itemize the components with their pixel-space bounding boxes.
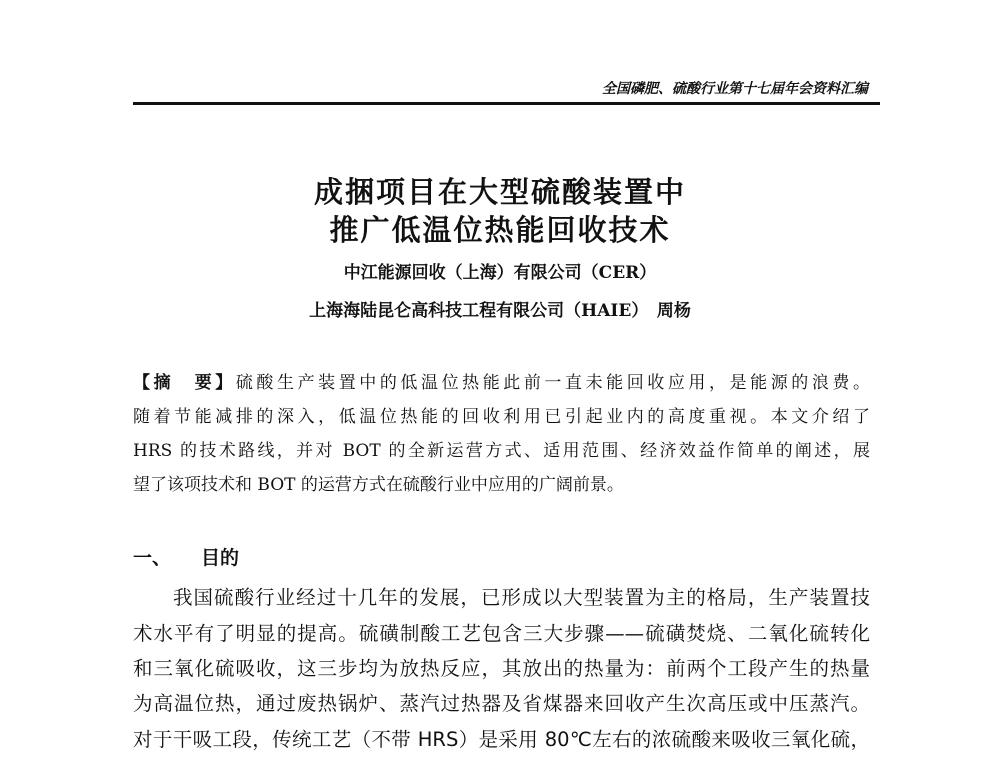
abstract-text: 硫酸生产装置中的低温位热能此前一直未能回收应用，是能源的浪费。 [235, 373, 871, 393]
section-title: 目的 [201, 547, 240, 569]
running-header: 全国磷肥、硫酸行业第十七届年会资料汇编 [602, 81, 868, 97]
title-line-2: 推广低温位热能回收技术 [329, 213, 671, 247]
body-line: 对于干吸工段，传统工艺（不带 HRS）是采用 80℃左右的浓硫酸来吸收三氧化硫， [133, 728, 870, 751]
abstract-line: 望了该项技术和 BOT 的运营方式在硫酸行业中应用的广阔前景。 [133, 475, 624, 495]
abstract-label: 【摘 要】 [133, 373, 236, 393]
body-line: 术水平有了明显的提高。硫磺制酸工艺包含三大步骤——硫磺焚烧、二氧化硫转化 [133, 622, 870, 645]
body-line: 我国硫酸行业经过十几年的发展，已形成以大型装置为主的格局，生产装置技 [173, 586, 870, 609]
abstract-line: HRS 的技术路线，并对 BOT 的全新运营方式、适用范围、经济效益作简单的阐述，展 [133, 441, 870, 461]
abstract-line: 随着节能减排的深入，低温位热能的回收利用已引起业内的高度重视。本文介绍了 [133, 407, 870, 427]
header-rule [133, 102, 880, 105]
section-heading [133, 543, 269, 570]
title-line-1: 成捆项目在大型硫酸装置中 [313, 175, 686, 209]
affiliation-2-author: 上海海陆昆仑高科技工程有限公司（HAIE） 周杨 [309, 301, 691, 321]
abstract-line [133, 368, 870, 393]
body-line: 为高温位热，通过废热锅炉、蒸汽过热器及省煤器来回收产生次高压或中压蒸汽。 [133, 692, 870, 715]
section-number: 一、 [133, 547, 172, 569]
affiliation-1: 中江能源回收（上海）有限公司（CER） [343, 263, 657, 283]
body-line: 和三氧化硫吸收，这三步均为放热反应，其放出的热量为：前两个工段产生的热量 [133, 657, 870, 680]
